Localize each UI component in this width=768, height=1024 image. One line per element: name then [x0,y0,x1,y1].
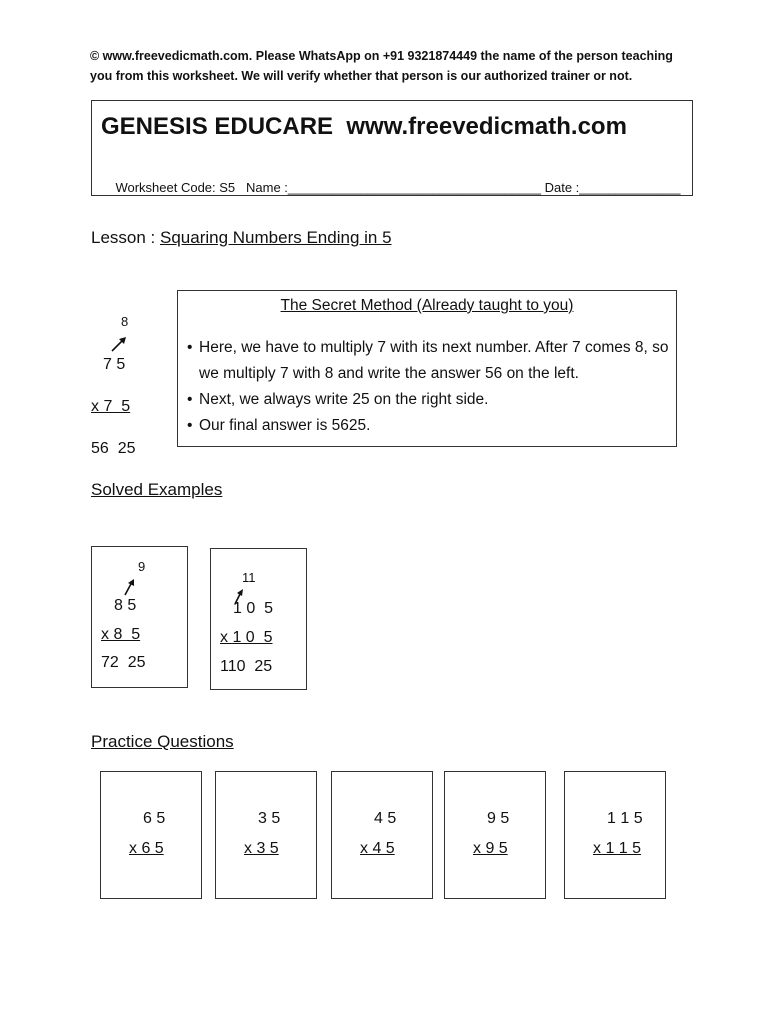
solved-example-2 [210,548,307,690]
multiplicand: 8 5 [114,597,137,614]
multiplier: x 9 5 [473,840,508,857]
practice-question-3 [331,771,433,899]
multiplier: x 8 5 [101,626,141,643]
notice-line-2: you from this worksheet. We will verify whether that person is our authorized trainer or not. [90,69,633,83]
multiplier: x 3 5 [244,840,279,857]
solved-example-1 [91,546,188,688]
multiplicand: 7 5 [103,356,126,373]
practice-question-4 [444,771,546,899]
copyright-notice [90,46,690,86]
multiplier: x 7 5 [91,398,131,415]
method-title: The Secret Method (Already taught to you) [280,297,574,314]
secret-method-box [177,290,677,447]
lesson-heading [91,228,392,248]
date-field: Date :______________ [544,180,681,195]
multiplicand: 4 5 [374,810,397,827]
multiplicand: 1 1 5 [607,810,643,827]
multiplier: x 1 1 5 [593,840,642,857]
lesson-title: Squaring Numbers Ending in 5 [160,228,392,247]
method-step: • Our final answer is 5625. [187,413,669,439]
multiplicand: 1 0 5 [233,600,274,617]
brand-title: GENESIS EDUCARE www.freevedicmath.com [101,113,627,140]
method-step: • Here, we have to multiply 7 with its next number. After 7 comes 8, so we multiply 7 with 8 and write the answer 56 on the left. [187,335,669,387]
worksheet-code: Worksheet Code: S5 [115,180,236,195]
practice-questions-heading: Practice Questions [91,732,234,751]
lesson-prefix: Lesson : [91,228,160,247]
notice-line-1: © www.freevedicmath.com. Please WhatsApp on +91 9321874449 the name of the person teaching [90,49,673,63]
worksheet-meta [101,165,681,210]
solved-examples-heading: Solved Examples [91,480,223,499]
multiplier: x 6 5 [129,840,164,857]
multiplicand: 9 5 [487,810,510,827]
carry-number: 9 [138,559,146,574]
worksheet-header [91,100,693,196]
answer: 56 25 [91,440,136,457]
answer: 72 25 [101,654,146,671]
practice-question-5 [564,771,666,899]
method-step: • Next, we always write 25 on the right side. [187,387,669,413]
multiplier: x 1 0 5 [220,629,273,646]
main-example [91,310,161,460]
multiplier: x 4 5 [360,840,395,857]
carry-number: 8 [121,314,129,329]
carry-number: 11 [242,570,256,585]
method-steps [187,335,669,439]
name-field: Name :___________________________________ [246,180,541,195]
answer: 110 25 [220,658,273,675]
multiplicand: 3 5 [258,810,281,827]
carry-arrow-icon [120,577,140,597]
practice-question-1 [100,771,202,899]
practice-question-2 [215,771,317,899]
carry-arrow-icon [109,334,129,354]
multiplicand: 6 5 [143,810,166,827]
